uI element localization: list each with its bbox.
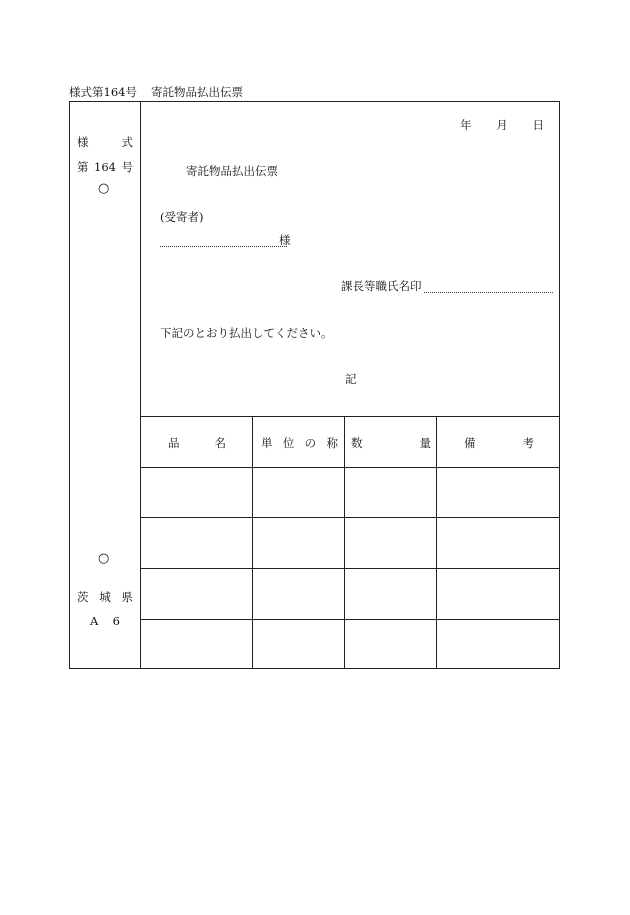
form-title: 寄託物品払出伝票: [186, 164, 278, 178]
header-char: 考: [522, 436, 534, 450]
header-char: 品: [168, 436, 180, 450]
header-unit-name: [261, 436, 338, 450]
sidebar-char: 6: [112, 614, 120, 628]
sidebar-char: 164: [94, 160, 116, 174]
sidebar-char: A: [90, 614, 99, 628]
header-char: 単: [261, 436, 273, 450]
header-remarks: [464, 436, 534, 450]
sidebar-prefecture: [77, 590, 133, 604]
form-frame: [69, 101, 560, 669]
sidebar-char: 式: [121, 135, 133, 149]
header-char: 称: [326, 436, 338, 450]
header-char: の: [304, 436, 317, 450]
official-seal-field[interactable]: [424, 292, 553, 293]
sidebar-char: 第: [77, 160, 89, 174]
sidebar-char: 様: [77, 135, 89, 149]
header-char: 位: [282, 436, 295, 450]
table-column-rule: [252, 416, 253, 669]
sidebar-form-label: [77, 135, 133, 149]
form-heading: [69, 85, 243, 99]
official-seal-label: 課長等職氏名印: [341, 279, 422, 293]
header-char: 名: [214, 436, 226, 450]
table-row-rule: [140, 619, 560, 620]
header-item-name: [168, 436, 226, 450]
form-number: 様式第164号: [69, 85, 137, 99]
sidebar-char: 県: [121, 590, 133, 604]
table-column-rule: [436, 416, 437, 669]
sidebar-form-number: [77, 160, 133, 174]
table-row-rule: [140, 568, 560, 569]
sidebar-divider: [140, 101, 141, 669]
table-header-rule: [140, 467, 560, 468]
punch-hole-top: ○: [98, 181, 110, 196]
date-month: 月: [496, 118, 508, 132]
instruction-text: 下記のとおり払出してください。: [160, 326, 333, 340]
recipient-honorific: 様: [279, 233, 291, 247]
date-year: 年: [460, 118, 472, 132]
punch-hole-bottom: ○: [98, 551, 110, 566]
table-top-rule: [140, 416, 560, 417]
ki-label: 記: [345, 372, 357, 386]
sidebar-char: 号: [121, 160, 133, 174]
sidebar-char: 茨: [77, 590, 89, 604]
form-heading-title: 寄託物品払出伝票: [150, 85, 243, 99]
date-day: 日: [532, 118, 544, 132]
header-char: 備: [464, 436, 476, 450]
sidebar-char: 城: [99, 590, 111, 604]
header-char: 量: [419, 436, 431, 450]
table-row-rule: [140, 517, 560, 518]
recipient-name-field[interactable]: [160, 246, 287, 247]
header-quantity: [351, 436, 431, 450]
recipient-label: (受寄者): [160, 210, 204, 224]
sidebar-size-code: [90, 614, 120, 628]
header-char: 数: [351, 436, 363, 450]
table-column-rule: [344, 416, 345, 669]
date-line: [460, 118, 544, 132]
